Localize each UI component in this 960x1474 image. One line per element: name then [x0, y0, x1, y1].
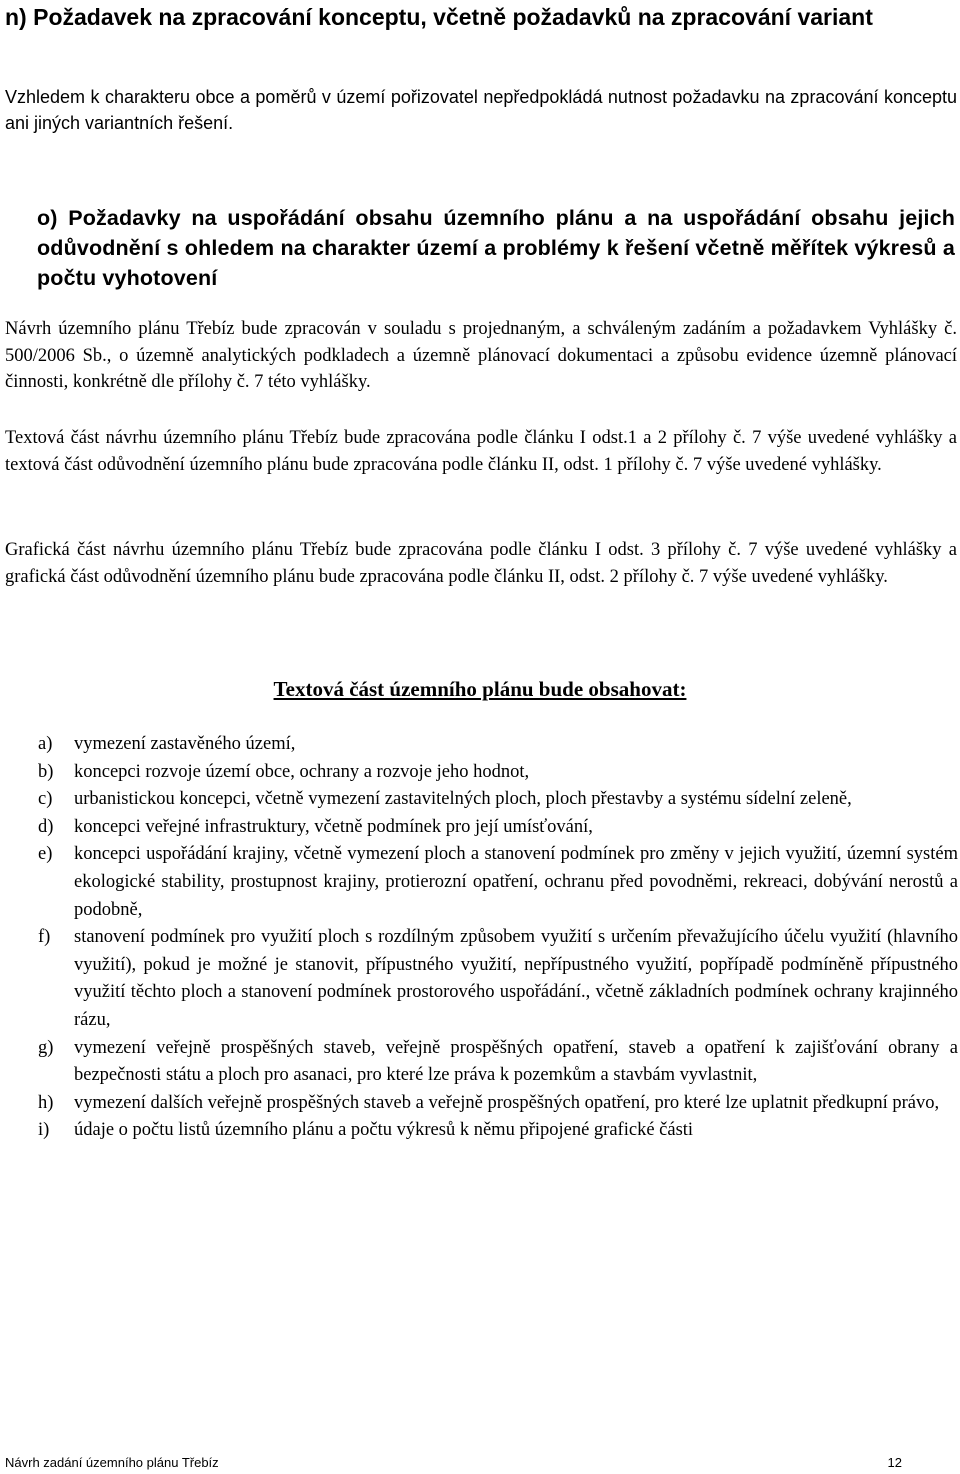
- section-n-text: Vzhledem k charakteru obce a poměrů v území pořizovatel nepředpokládá nutnost požadavku na zpracování konceptu ani jiných variantních řešení.: [5, 87, 957, 133]
- section-o-paragraph: Návrh územního plánu Třebíz bude zpracován v souladu s projednaným, a schváleným zadáním a požadavkem Vyhlášky č. 500/2006 Sb., o územně analytických podkladech a územně plánovací dokumentaci a způsobu evidence územně plánovací činnosti, konkrétně dle přílohy č. 7 této vyhlášky.: [5, 319, 957, 392]
- section-o-paragraph: Grafická část návrhu územního plánu Třebíz bude zpracována podle článku I odst. 3 přílohy č. 7 výše uvedené vyhlášky a grafická část odůvodnění územního plánu bude zpracována podle článku II, odst. 2 přílohy č. 7 výše uvedené vyhlášky.: [5, 540, 957, 587]
- footer-page-number: 12: [887, 1455, 902, 1470]
- section-o-heading: o) Požadavky na uspořádání obsahu územního plánu a na uspořádání obsahu jejich odůvodnění s ohledem na charakter území a problémy k řešení včetně měřítek výkresů a počtu vyhotovení: [37, 206, 955, 290]
- list-item-text: koncepci uspořádání krajiny, včetně vymezení ploch a stanovení podmínek pro změny v jejich využití, územní systém ekologické stability, prostupnost krajiny, protierozní opatření, ochranu před povodněmi, rekreaci, dobývání nerostů a podobně,: [74, 844, 958, 920]
- list-item-letter: g): [38, 1037, 54, 1058]
- list-item-letter: b): [38, 761, 54, 782]
- list-item: [38, 814, 958, 842]
- list-item: [38, 759, 958, 787]
- list-item-text: vymezení zastavěného území,: [74, 734, 296, 754]
- section-o-paragraph: Textová část návrhu územního plánu Třebíz bude zpracována podle článku I odst.1 a 2 přílohy č. 7 výše uvedené vyhlášky a textová část odůvodnění územního plánu bude zpracována podle článku II, odst. 1 přílohy č. 7 výše uvedené vyhlášky.: [5, 428, 957, 475]
- list-item: [38, 731, 958, 759]
- list-item-letter: a): [38, 734, 53, 754]
- list-item-text: koncepci rozvoje území obce, ochrany a rozvoje jeho hodnot,: [74, 761, 530, 782]
- list-item: [38, 841, 958, 924]
- list-item-letter: e): [38, 844, 53, 865]
- list-item: [38, 1117, 958, 1145]
- list-item-text: vymezení veřejně prospěšných staveb, veřejně prospěšných opatření, staveb a opatření k zajišťování obrany a bezpečnosti státu a ploch pro asanaci, pro které lze práva k pozemkům a stavbám vyvlastnit,: [74, 1037, 958, 1086]
- list-item-letter: f): [38, 927, 51, 948]
- contents-list: [38, 731, 958, 1145]
- section-n-heading: n) Požadavek na zpracování konceptu, včetně požadavků na zpracování variant: [5, 4, 873, 30]
- list-item-text: údaje o počtu listů územního plánu a počtu výkresů k němu připojené grafické části: [74, 1120, 694, 1141]
- list-item-letter: h): [38, 1092, 54, 1113]
- list-item-text: koncepci veřejné infrastruktury, včetně podmínek pro její umísťování,: [74, 816, 593, 837]
- list-item-letter: d): [38, 816, 54, 837]
- footer-document-title: Návrh zadání územního plánu Třebíz: [5, 1455, 219, 1470]
- list-item-text: vymezení dalších veřejně prospěšných staveb a veřejně prospěšných opatření, pro které lze uplatnit předkupní právo,: [74, 1092, 940, 1113]
- list-item: [38, 786, 958, 814]
- list-item-letter: c): [38, 789, 53, 810]
- list-item: [38, 1090, 958, 1118]
- contents-heading: Textová část územního plánu bude obsahovat:: [273, 677, 687, 701]
- list-item: [38, 924, 958, 1034]
- list-item-text: stanovení podmínek pro využití ploch s rozdílným způsobem využití s určením převažujícího účelu využití (hlavního využití), pokud je možné je stanovit, přípustného využití, nepřípustného využití, popřípadě podmíněně přípustného využití těchto ploch a stanovení podmínek prostorového uspořádání., včetně základních podmínek ochrany krajinného rázu,: [74, 927, 958, 1030]
- list-item-text: urbanistickou koncepci, včetně vymezení zastavitelných ploch, ploch přestavby a systému sídelní zeleně,: [74, 789, 852, 810]
- list-item: [38, 1035, 958, 1090]
- list-item-letter: i): [38, 1120, 50, 1141]
